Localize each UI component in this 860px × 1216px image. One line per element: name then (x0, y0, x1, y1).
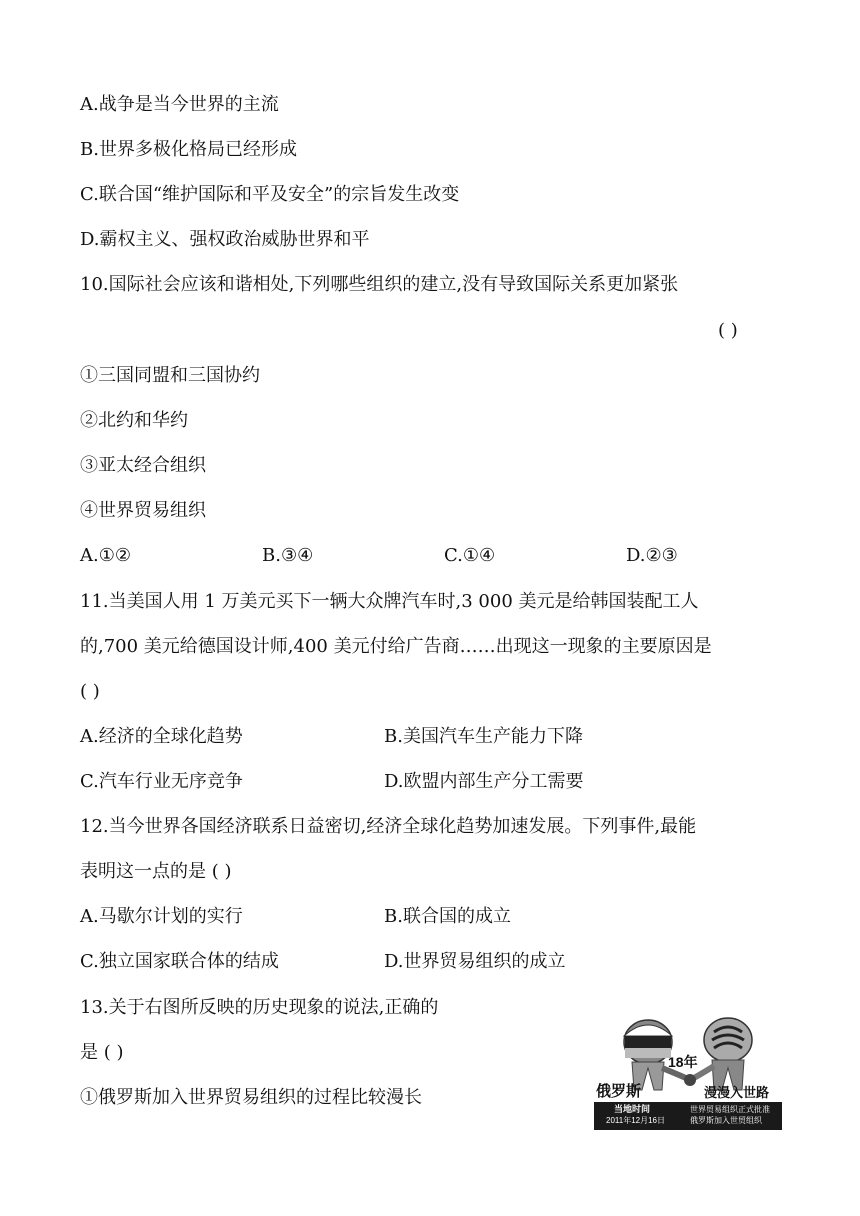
wto-path-label: 漫漫入世路 (704, 1085, 770, 1100)
local-time-label: 当地时间 (614, 1104, 651, 1114)
caption-banner (594, 1102, 782, 1130)
question-12-stem-line-2: 表明这一点的是 ( ) (80, 861, 232, 882)
question-12-stem-line-1: 12.当今世界各国经济联系日益密切,经济全球化趋势加速发展。下列事件,最能 (80, 816, 697, 837)
question-13-stem-line-2: 是 ( ) (80, 1042, 124, 1063)
question-10-choice-c: C.①④ (444, 545, 496, 566)
question-11-choice-a: A.经济的全球化趋势 (80, 726, 243, 747)
question-10-choice-a: A.①② (80, 545, 131, 566)
russia-wto-illustration (594, 1010, 782, 1130)
option-a-line: A.战争是当今世界的主流 (80, 94, 279, 115)
question-12-choice-a: A.马歇尔计划的实行 (80, 906, 243, 927)
question-11-stem-line-1: 11.当美国人用 1 万美元买下一辆大众牌汽车时,3 000 美元是给韩国装配工人 (80, 591, 699, 612)
question-13-stem-line-1: 13.关于右图所反映的历史现象的说法,正确的 (80, 997, 439, 1018)
option-d-line: D.霸权主义、强权政治威胁世界和平 (80, 229, 370, 250)
question-11-choice-d: D.欧盟内部生产分工需要 (384, 771, 584, 792)
years-label: 18年 (668, 1054, 698, 1070)
question-11-choice-b: B.美国汽车生产能力下降 (384, 726, 583, 747)
option-b-line: B.世界多极化格局已经形成 (80, 139, 297, 160)
question-11-stem-line-2: 的,700 美元给德国设计师,400 美元付给广告商……出现这一现象的主要原因是 (80, 636, 712, 657)
russia-label: 俄罗斯 (596, 1083, 642, 1100)
question-10-item-2: ②北约和华约 (80, 410, 188, 431)
question-10-stem: 10.国际社会应该和谐相处,下列哪些组织的建立,没有导致国际关系更加紧张 (80, 274, 679, 295)
question-10-item-4: ④世界贸易组织 (80, 500, 206, 521)
option-c-line: C.联合国“维护国际和平及安全”的宗旨发生改变 (80, 184, 460, 205)
question-12-choice-c: C.独立国家联合体的结成 (80, 951, 279, 972)
question-10-answer-paren: ( ) (718, 320, 738, 341)
question-10-item-3: ③亚太经合组织 (80, 455, 206, 476)
question-13-item-1: ①俄罗斯加入世界贸易组织的过程比较漫长 (80, 1087, 422, 1108)
caption-line-2: 俄罗斯加入世贸组织 (690, 1116, 762, 1125)
question-10-choice-b: B.③④ (262, 545, 314, 566)
date-label: 2011年12月16日 (606, 1116, 665, 1125)
question-10-choice-d: D.②③ (626, 545, 678, 566)
question-11-choice-c: C.汽车行业无序竞争 (80, 771, 243, 792)
question-10-item-1: ①三国同盟和三国协约 (80, 365, 260, 386)
question-12-choice-b: B.联合国的成立 (384, 906, 511, 927)
caption-line-1: 世界贸易组织正式批准 (690, 1105, 770, 1114)
question-11-answer-paren: ( ) (80, 681, 100, 702)
question-12-choice-d: D.世界贸易组织的成立 (384, 951, 566, 972)
